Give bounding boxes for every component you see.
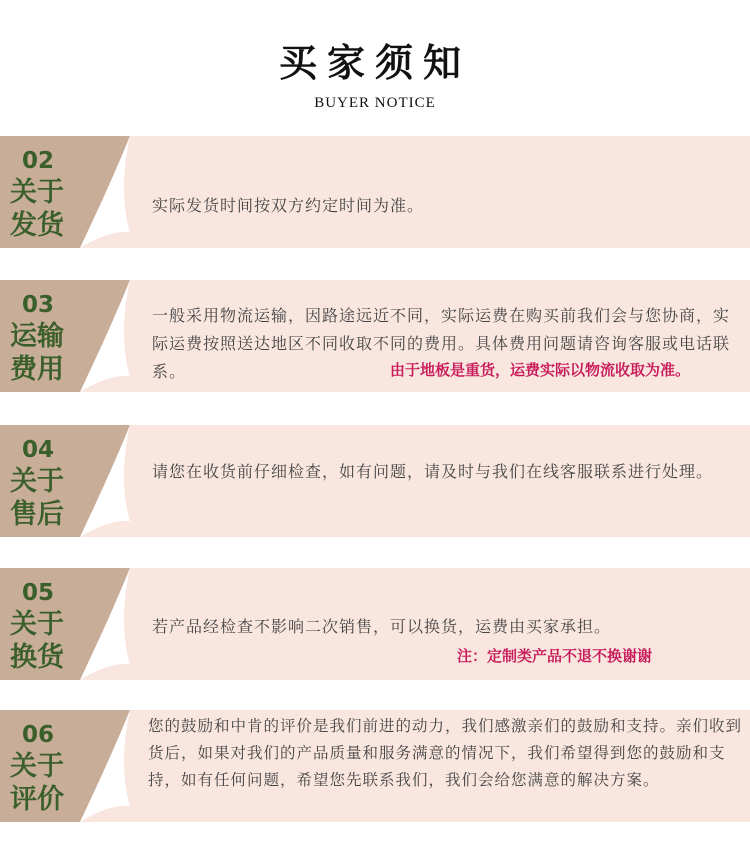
section-number: 03: [22, 292, 55, 318]
section-text: 您的鼓励和中肯的评价是我们前进的动力，我们感激亲们的鼓励和支持。亲们收到货后，如果对我们的产品质量和服务满意的情况下，我们希望得到您的鼓励和支持，如有任何问题，希望您先联系我们，我们会给您满意的解决方案。: [148, 717, 743, 789]
notice-section-aftersales: [0, 425, 750, 537]
section-note: 由于地板是重货，运费实际以物流收取为准。: [390, 361, 691, 379]
notice-section-freight: [0, 280, 750, 392]
section-text: 实际发货时间按双方约定时间为准。: [152, 196, 425, 215]
section-label-line1: 关于: [10, 177, 64, 208]
section-number: 02: [22, 148, 55, 174]
page-curl-icon: [60, 136, 136, 248]
section-text: 请您在收货前仔细检查，如有问题，请及时与我们在线客服联系进行处理。: [152, 462, 714, 481]
section-label-line2: 评价: [10, 784, 64, 815]
section-number: 05: [22, 580, 55, 606]
section-text: 一般采用物流运输，因路途远近不同，实际运费在购买前我们会与您协商，实际运费按照送达地区不同收取不同的费用。具体费用问题请咨询客服或电话联系。: [152, 306, 731, 381]
page-curl-icon: [60, 568, 136, 680]
section-number: 06: [22, 722, 55, 748]
section-number: 04: [22, 437, 55, 463]
section-label-line1: 关于: [10, 466, 64, 497]
section-label-line1: 关于: [10, 609, 64, 640]
page-curl-icon: [60, 280, 136, 392]
notice-section-exchange: [0, 568, 750, 680]
page-curl-icon: [60, 425, 136, 537]
section-label-line2: 售后: [10, 499, 64, 530]
notice-section-shipping: [0, 136, 750, 248]
section-label-line2: 发货: [10, 210, 64, 241]
section-label-line2: 费用: [10, 354, 64, 385]
section-note: 注：定制类产品不退不换谢谢: [457, 647, 653, 665]
section-text: 若产品经检查不影响二次销售，可以换货，运费由买家承担。: [152, 617, 612, 636]
page-curl-icon: [60, 710, 136, 822]
page-subtitle: BUYER NOTICE: [314, 95, 436, 111]
page-title: 买家须知: [278, 40, 471, 85]
section-label-line1: 关于: [10, 751, 64, 782]
notice-section-review: [0, 710, 750, 822]
section-label-line2: 换货: [10, 642, 64, 673]
section-label-line1: 运输: [10, 321, 64, 352]
